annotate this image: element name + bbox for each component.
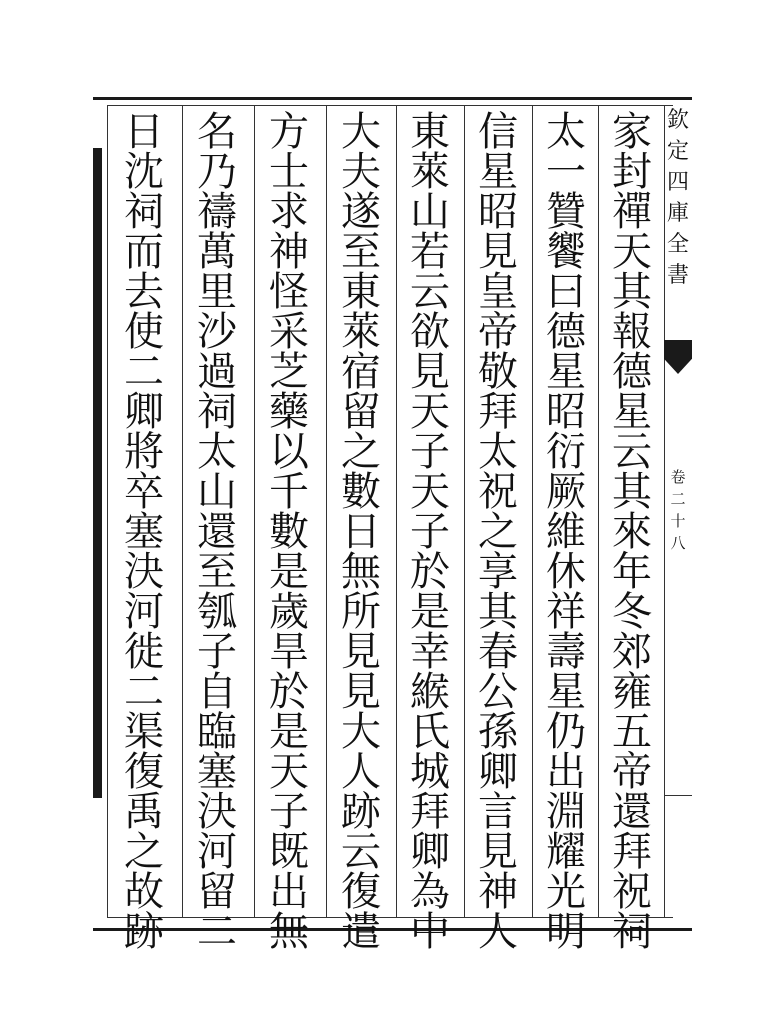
character: 復 [124, 749, 164, 795]
character: 祠 [124, 189, 164, 235]
character: 八 [670, 534, 686, 552]
left-border-rule [107, 105, 108, 917]
character: 贊 [546, 189, 586, 235]
character: 云 [612, 429, 652, 475]
character: 定 [667, 139, 690, 164]
character: 還 [197, 509, 237, 555]
character: 星 [546, 669, 586, 715]
character: 天 [612, 229, 652, 275]
character: 決 [197, 789, 237, 835]
character: 雍 [612, 669, 652, 715]
character: 萊 [341, 309, 381, 355]
character: 歲 [269, 589, 309, 635]
character: 春 [478, 629, 518, 675]
character: 幸 [410, 629, 450, 675]
character: 祠 [197, 389, 237, 435]
character: 天 [410, 389, 450, 435]
character: 萊 [410, 149, 450, 195]
character: 報 [612, 309, 652, 355]
character: 之 [478, 509, 518, 555]
character: 子 [269, 789, 309, 835]
character: 祠 [612, 909, 652, 955]
character: 以 [269, 429, 309, 475]
character: 數 [341, 469, 381, 515]
character: 瓠 [197, 589, 237, 635]
character: 太 [478, 429, 518, 475]
character: 士 [269, 149, 309, 195]
character: 至 [341, 229, 381, 275]
character: 星 [546, 349, 586, 395]
character: 一 [546, 149, 586, 195]
character: 饗 [546, 229, 586, 275]
character: 云 [341, 829, 381, 875]
margin-title [667, 110, 689, 296]
character: 光 [546, 869, 586, 915]
character: 自 [197, 669, 237, 715]
character: 神 [269, 229, 309, 275]
character: 見 [341, 669, 381, 715]
column-rule [182, 105, 183, 917]
text-column-5 [330, 109, 392, 955]
character: 是 [269, 549, 309, 595]
column-rule [326, 105, 327, 917]
character: 子 [410, 509, 450, 555]
column-rule [254, 105, 255, 917]
character: 德 [612, 349, 652, 395]
character: 皇 [478, 269, 518, 315]
character: 故 [124, 869, 164, 915]
character: 卿 [410, 829, 450, 875]
character: 耀 [546, 829, 586, 875]
character: 天 [410, 469, 450, 515]
character: 十 [670, 512, 686, 530]
character: 敬 [478, 349, 518, 395]
character: 去 [124, 269, 164, 315]
character: 卷 [670, 468, 686, 486]
character: 帝 [612, 749, 652, 795]
volume-label [669, 470, 687, 558]
character: 求 [269, 189, 309, 235]
character: 郊 [612, 629, 652, 675]
character: 子 [410, 429, 450, 475]
bottom-rule [107, 917, 673, 918]
top-rule [107, 105, 673, 106]
character: 昭 [546, 389, 586, 435]
character: 決 [124, 549, 164, 595]
column-rule [464, 105, 465, 917]
character: 山 [410, 189, 450, 235]
character: 沈 [124, 149, 164, 195]
character: 夫 [341, 149, 381, 195]
character: 封 [612, 149, 652, 195]
character: 星 [478, 149, 518, 195]
character: 二 [670, 490, 686, 508]
text-column-8 [113, 109, 175, 955]
character: 跡 [341, 789, 381, 835]
text-column-2 [535, 109, 597, 955]
character: 旱 [269, 629, 309, 675]
character: 欲 [410, 309, 450, 355]
character: 方 [269, 109, 309, 155]
character: 而 [124, 229, 164, 275]
character: 二 [124, 349, 164, 395]
character: 徙 [124, 629, 164, 675]
character: 出 [269, 869, 309, 915]
character: 復 [341, 869, 381, 915]
character: 二 [124, 669, 164, 715]
character: 河 [124, 589, 164, 635]
character: 公 [478, 669, 518, 715]
character: 見 [478, 229, 518, 275]
character: 拜 [612, 829, 652, 875]
character: 太 [546, 109, 586, 155]
character: 所 [341, 589, 381, 635]
character: 留 [197, 869, 237, 915]
character: 厥 [546, 469, 586, 515]
character: 昭 [478, 189, 518, 235]
character: 衍 [546, 429, 586, 475]
character: 乃 [197, 149, 237, 195]
text-column-6 [258, 109, 320, 955]
character: 禹 [124, 789, 164, 835]
character: 壽 [546, 629, 586, 675]
character: 東 [341, 269, 381, 315]
character: 信 [478, 109, 518, 155]
character: 藥 [269, 389, 309, 435]
character: 全 [667, 232, 690, 257]
character: 帝 [478, 309, 518, 355]
character: 沙 [197, 309, 237, 355]
character: 大 [341, 109, 381, 155]
character: 其 [612, 469, 652, 515]
character: 還 [612, 789, 652, 835]
character: 年 [612, 549, 652, 595]
left-border-bar [93, 148, 102, 798]
character: 仍 [546, 709, 586, 755]
text-column-7 [186, 109, 248, 955]
character: 城 [410, 749, 450, 795]
character: 見 [478, 829, 518, 875]
character: 千 [269, 469, 309, 515]
character: 祝 [478, 469, 518, 515]
character: 過 [197, 349, 237, 395]
text-column-3 [467, 109, 529, 955]
character: 渠 [124, 709, 164, 755]
character: 至 [197, 549, 237, 595]
character: 曰 [546, 269, 586, 315]
character: 遣 [341, 909, 381, 955]
character: 宿 [341, 349, 381, 395]
character: 里 [197, 269, 237, 315]
character: 數 [269, 509, 309, 555]
character: 五 [612, 709, 652, 755]
character: 日 [341, 509, 381, 555]
character: 是 [410, 589, 450, 635]
character: 於 [410, 549, 450, 595]
character: 卿 [478, 749, 518, 795]
character: 既 [269, 829, 309, 875]
character: 二 [197, 909, 237, 955]
character: 家 [612, 109, 652, 155]
character: 拜 [410, 789, 450, 835]
character: 太 [197, 429, 237, 475]
character: 河 [197, 829, 237, 875]
character: 東 [410, 109, 450, 155]
character: 見 [341, 629, 381, 675]
character: 出 [546, 749, 586, 795]
character: 孫 [478, 709, 518, 755]
character: 采 [269, 309, 309, 355]
character: 卒 [124, 469, 164, 515]
character: 跡 [124, 909, 164, 955]
character: 禱 [197, 189, 237, 235]
character: 祝 [612, 869, 652, 915]
character: 塞 [124, 509, 164, 555]
character: 將 [124, 429, 164, 475]
character: 芝 [269, 349, 309, 395]
character: 為 [410, 869, 450, 915]
character: 塞 [197, 749, 237, 795]
character: 之 [124, 829, 164, 875]
character: 無 [269, 909, 309, 955]
character: 人 [341, 749, 381, 795]
character: 卿 [124, 389, 164, 435]
character: 明 [546, 909, 586, 955]
character: 名 [197, 109, 237, 155]
text-column-1 [601, 109, 663, 955]
character: 維 [546, 509, 586, 555]
character: 云 [410, 269, 450, 315]
character: 享 [478, 549, 518, 595]
character: 無 [341, 549, 381, 595]
character: 之 [341, 429, 381, 475]
margin-tick [664, 795, 692, 796]
character: 萬 [197, 229, 237, 275]
character: 使 [124, 309, 164, 355]
character: 留 [341, 389, 381, 435]
character: 於 [269, 669, 309, 715]
character: 祥 [546, 589, 586, 635]
character: 禪 [612, 189, 652, 235]
character: 山 [197, 469, 237, 515]
character: 淵 [546, 789, 586, 835]
character: 休 [546, 549, 586, 595]
character: 緱 [410, 669, 450, 715]
column-rule [598, 105, 599, 917]
character: 中 [410, 909, 450, 955]
character: 遂 [341, 189, 381, 235]
column-rule [532, 105, 533, 917]
character: 拜 [478, 389, 518, 435]
character: 日 [124, 109, 164, 155]
character: 人 [478, 909, 518, 955]
character: 子 [197, 629, 237, 675]
character: 其 [478, 589, 518, 635]
character: 德 [546, 309, 586, 355]
character: 大 [341, 709, 381, 755]
character: 見 [410, 349, 450, 395]
character: 四 [667, 170, 690, 195]
character: 欽 [667, 108, 690, 133]
character: 星 [612, 389, 652, 435]
character: 言 [478, 789, 518, 835]
character: 神 [478, 869, 518, 915]
character: 氏 [410, 709, 450, 755]
character: 庫 [667, 201, 690, 226]
character: 臨 [197, 709, 237, 755]
text-column-4 [399, 109, 461, 955]
character: 怪 [269, 269, 309, 315]
character: 書 [667, 263, 690, 288]
character: 其 [612, 269, 652, 315]
column-rule [396, 105, 397, 917]
character: 是 [269, 709, 309, 755]
character: 若 [410, 229, 450, 275]
character: 天 [269, 749, 309, 795]
character: 來 [612, 509, 652, 555]
character: 冬 [612, 589, 652, 635]
